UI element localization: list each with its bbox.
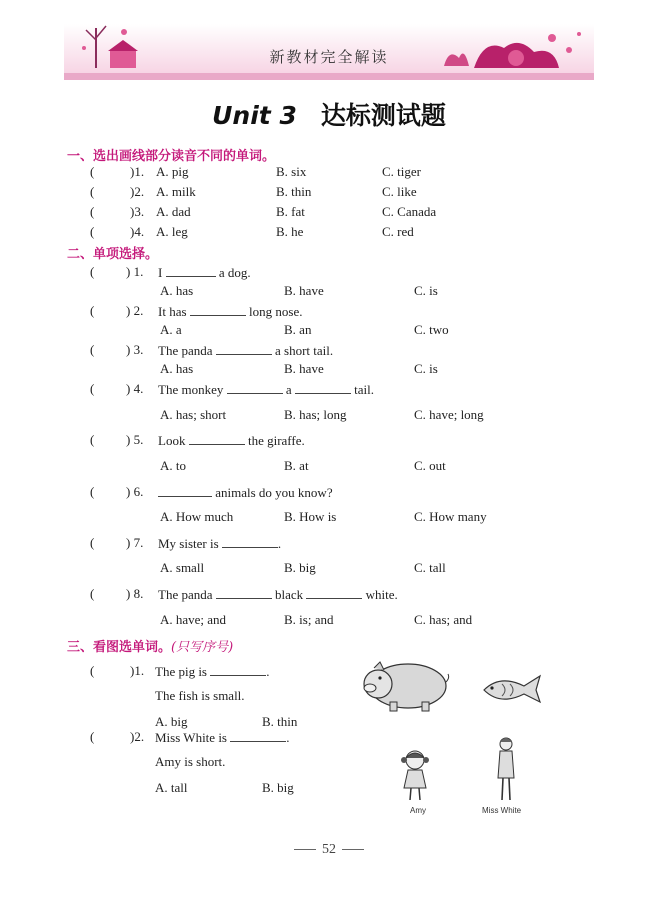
question-part: animals do you know? xyxy=(215,485,333,500)
option-a: A. has xyxy=(160,361,194,376)
footer-dash-left xyxy=(294,849,316,850)
option-b: B. an xyxy=(284,322,312,337)
question-part: a dog. xyxy=(218,265,251,280)
question-part: white. xyxy=(365,587,398,602)
item-number: ) 7. xyxy=(126,535,144,550)
option-b: B. he xyxy=(276,224,304,239)
option-a: A. small xyxy=(160,560,205,575)
question-part: My sister is xyxy=(158,536,219,551)
option-a: A. big xyxy=(155,714,188,729)
question-text xyxy=(158,432,305,449)
option-a: A. tall xyxy=(155,780,188,795)
answer-paren[interactable]: ( xyxy=(90,342,95,357)
item-number: ) 6. xyxy=(126,484,144,499)
question-part: . xyxy=(277,536,282,551)
item-number: ) 5. xyxy=(126,432,144,447)
item-number: )1. xyxy=(130,164,145,179)
answer-paren[interactable]: ( xyxy=(90,164,95,179)
option-b: B. thin xyxy=(262,714,298,729)
caption-miss-white: Miss White xyxy=(482,806,522,815)
answer-paren[interactable]: ( xyxy=(90,663,95,678)
option-a: A. a xyxy=(160,322,182,337)
unit-subtitle: 达标测试题 xyxy=(320,101,446,130)
answer-blank[interactable] xyxy=(230,729,286,742)
option-a: A. pig xyxy=(156,164,189,179)
question-part: Look xyxy=(158,433,186,448)
page-footer xyxy=(0,842,658,858)
question-text xyxy=(158,484,333,501)
answer-paren[interactable]: ( xyxy=(90,432,95,447)
option-b: B. is; and xyxy=(284,612,334,627)
answer-paren[interactable]: ( xyxy=(90,535,95,550)
answer-blank[interactable] xyxy=(189,432,245,445)
option-c: C. out xyxy=(414,458,446,473)
option-b: B. How is xyxy=(284,509,337,524)
option-b: B. big xyxy=(284,560,316,575)
question-text xyxy=(155,729,290,746)
question-part: tail. xyxy=(354,382,374,397)
page-title xyxy=(0,96,658,132)
option-a: A. dad xyxy=(156,204,191,219)
item-number: )2. xyxy=(130,729,145,744)
item-number: ) 3. xyxy=(126,342,144,357)
option-c: C. Canada xyxy=(382,204,437,219)
option-a: A. to xyxy=(160,458,186,473)
option-b: B. has; long xyxy=(284,407,347,422)
caption-amy: Amy xyxy=(410,806,426,815)
question-part: long nose. xyxy=(249,304,303,319)
item-number: )1. xyxy=(130,663,145,678)
girl-amy-illustration xyxy=(398,748,432,804)
fish-illustration xyxy=(480,672,544,706)
answer-paren[interactable]: ( xyxy=(90,381,95,396)
question-part: a short tail. xyxy=(275,343,334,358)
answer-blank[interactable] xyxy=(210,663,266,676)
answer-paren[interactable]: ( xyxy=(90,224,95,239)
option-a: A. milk xyxy=(156,184,196,199)
woman-miss-white-illustration xyxy=(492,736,520,804)
option-c: C. like xyxy=(382,184,417,199)
question-part: The monkey xyxy=(158,382,224,397)
unit-label: Unit 3 xyxy=(212,101,297,130)
section1-heading: 一、选出画线部分读音不同的单词。 xyxy=(67,149,276,164)
question-part: a xyxy=(285,382,292,397)
question-part: black xyxy=(275,587,304,602)
answer-blank[interactable] xyxy=(216,586,272,599)
answer-paren[interactable]: ( xyxy=(90,184,95,199)
footer-dash-right xyxy=(342,849,364,850)
answer-paren[interactable]: ( xyxy=(90,204,95,219)
option-b: B. six xyxy=(276,164,307,179)
section3-heading xyxy=(67,636,233,655)
option-c: C. How many xyxy=(414,509,487,524)
option-a: A. has xyxy=(160,283,194,298)
item-number: ) 2. xyxy=(126,303,144,318)
item-number: )2. xyxy=(130,184,145,199)
item-number: )4. xyxy=(130,224,145,239)
answer-blank[interactable] xyxy=(158,484,212,497)
question-text xyxy=(158,586,398,603)
answer-blank[interactable] xyxy=(216,342,272,355)
item-number: ) 1. xyxy=(126,264,144,279)
option-c: C. is xyxy=(414,361,438,376)
option-b: B. have xyxy=(284,283,324,298)
option-b: B. thin xyxy=(276,184,312,199)
section2-heading: 二、单项选择。 xyxy=(67,247,159,262)
question-text xyxy=(158,303,302,320)
answer-blank[interactable] xyxy=(227,381,283,394)
page-number: 52 xyxy=(322,842,336,857)
question-part: The panda xyxy=(158,343,213,358)
option-a: A. How much xyxy=(160,509,234,524)
option-c: C. is xyxy=(414,283,438,298)
item-number: ) 8. xyxy=(126,586,144,601)
question-part: I xyxy=(158,265,163,280)
answer-blank[interactable] xyxy=(222,535,278,548)
answer-paren[interactable]: ( xyxy=(90,264,95,279)
question-text xyxy=(158,535,281,552)
option-c: C. tall xyxy=(414,560,446,575)
question-text xyxy=(158,264,251,281)
question-text xyxy=(155,663,270,680)
answer-blank[interactable] xyxy=(190,303,246,316)
question-line2: Amy is short. xyxy=(155,754,226,769)
question-part: Miss White is xyxy=(155,730,227,745)
item-number: )3. xyxy=(130,204,145,219)
option-b: B. have xyxy=(284,361,324,376)
option-c: C. has; and xyxy=(414,612,473,627)
answer-paren[interactable]: ( xyxy=(90,303,95,318)
question-part: . xyxy=(266,664,270,679)
question-part: It has xyxy=(158,304,187,319)
answer-paren[interactable]: ( xyxy=(90,729,95,744)
option-b: B. fat xyxy=(276,204,305,219)
answer-paren[interactable]: ( xyxy=(90,484,95,499)
option-b: B. at xyxy=(284,458,309,473)
answer-blank[interactable] xyxy=(306,586,362,599)
section3-heading-text: 三、看图选单词。 xyxy=(67,640,172,655)
item-number: ) 4. xyxy=(126,381,144,396)
pig-illustration xyxy=(360,658,450,714)
option-c: C. have; long xyxy=(414,407,484,422)
answer-blank[interactable] xyxy=(166,264,216,277)
question-text xyxy=(158,342,333,359)
option-c: C. two xyxy=(414,322,449,337)
option-a: A. has; short xyxy=(160,407,227,422)
option-a: A. have; and xyxy=(160,612,227,627)
answer-paren[interactable]: ( xyxy=(90,586,95,601)
option-b: B. big xyxy=(262,780,294,795)
question-part: the giraffe. xyxy=(247,433,305,448)
question-line2: The fish is small. xyxy=(155,688,245,703)
option-c: C. red xyxy=(382,224,414,239)
question-part: . xyxy=(286,730,290,745)
option-c: C. tiger xyxy=(382,164,421,179)
section3-note: (只写序号) xyxy=(171,640,234,655)
question-part: The panda xyxy=(158,587,213,602)
question-part: The pig is xyxy=(155,664,207,679)
answer-blank[interactable] xyxy=(295,381,351,394)
question-text xyxy=(158,381,374,398)
banner-title: 新教材完全解读 xyxy=(269,48,389,66)
option-a: A. leg xyxy=(156,224,188,239)
